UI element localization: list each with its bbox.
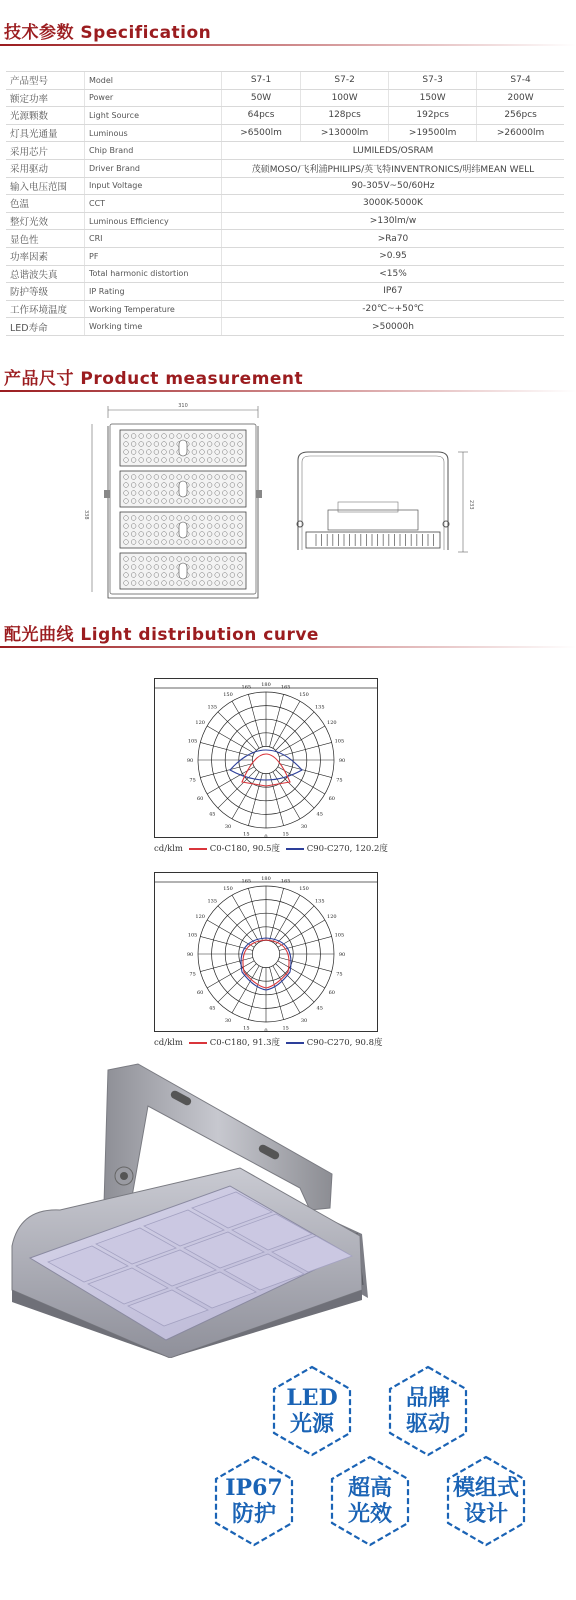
spec-row-en-label: Working Temperature — [85, 300, 222, 318]
polar-angle-label: 120 — [327, 914, 337, 920]
spec-value-cell: 256pcs — [477, 107, 564, 125]
legend-c90-swatch — [286, 848, 304, 850]
feature-hexagon — [386, 1365, 470, 1457]
polar-angle-label: 105 — [187, 738, 198, 745]
curve-legend-1 — [154, 842, 388, 854]
spec-title-en: Specification — [80, 23, 212, 43]
polar-angle-label: 180 — [261, 682, 271, 688]
polar-angle-label: 45 — [209, 811, 216, 818]
height-dimension-label: 338 — [83, 510, 89, 520]
polar-angle-label: 75 — [336, 971, 343, 978]
polar-angle-label: 120 — [327, 720, 337, 726]
spec-row-en-label: Chip Brand — [85, 142, 222, 160]
spec-row-en-label: Total harmonic distortion — [85, 265, 222, 283]
feature-line-2: 防护 — [231, 1501, 276, 1527]
spec-row-zh-label: 色温 — [6, 195, 85, 213]
legend-c90-swatch — [286, 1042, 304, 1044]
spec-value-cell: 128pcs — [301, 107, 389, 125]
spec-row-zh-label: 光源颗数 — [6, 107, 85, 125]
polar-chart-1 — [154, 678, 378, 838]
spec-title-underline — [0, 44, 576, 46]
curve-section-title — [4, 620, 319, 645]
feature-line-2: 驱动 — [405, 1411, 450, 1437]
spec-value-cell: S7-3 — [389, 72, 477, 90]
spec-row — [6, 107, 564, 125]
spec-row-zh-label: 整灯光效 — [6, 212, 85, 230]
legend-unit: cd/klm — [154, 1038, 183, 1048]
polar-angle-label: 75 — [336, 777, 343, 784]
spec-row-en-label: Power — [85, 89, 222, 107]
spec-row-en-label: Luminous — [85, 124, 222, 142]
measure-title-en: Product measurement — [80, 369, 304, 389]
spec-value-cell: 64pcs — [222, 107, 301, 125]
polar-angle-label: 30 — [300, 823, 308, 830]
polar-angle-label: 90 — [338, 758, 346, 764]
polar-angle-label: 15 — [243, 1025, 250, 1032]
legend-c90-label: C90-C270, 120.2度 — [306, 844, 388, 854]
polar-angle-label: 120 — [195, 914, 205, 920]
width-dimension-label: 310 — [178, 403, 188, 409]
legend-c0-label: C0-C180, 91.3度 — [209, 1038, 281, 1048]
spec-value-cell: >50000h — [222, 318, 565, 336]
spec-value-cell: S7-1 — [222, 72, 301, 90]
spec-value-cell: >Ra70 — [222, 230, 565, 248]
polar-angle-label: 165 — [280, 878, 291, 885]
spec-row-en-label: IP Rating — [85, 283, 222, 301]
spec-value-cell: 3000K-5000K — [222, 195, 565, 213]
feature-line-2: 光源 — [289, 1411, 334, 1437]
spec-row — [6, 318, 564, 336]
feature-line-1: 超高 — [347, 1475, 392, 1501]
spec-row-zh-label: 采用驱动 — [6, 159, 85, 177]
spec-row-zh-label: LED寿命 — [6, 318, 85, 336]
curve-title-zh: 配光曲线 — [4, 625, 74, 645]
polar-angle-label: 90 — [338, 952, 346, 958]
polar-angle-label: 45 — [316, 811, 323, 818]
spec-row-zh-label: 采用芯片 — [6, 142, 85, 160]
polar-angle-label: 30 — [300, 1017, 308, 1024]
module-center-slot — [179, 440, 187, 456]
spec-title-zh: 技术参数 — [4, 23, 74, 43]
spec-row-en-label: CCT — [85, 195, 222, 213]
polar-chart-2 — [154, 872, 378, 1032]
feature-hexagon — [270, 1365, 354, 1457]
spec-row — [6, 283, 564, 301]
polar-angle-label: 135 — [314, 898, 325, 905]
polar-angle-label: 105 — [334, 738, 345, 745]
module-center-slot — [179, 522, 187, 538]
spec-value-cell: >130lm/w — [222, 212, 565, 230]
spec-value-cell: >6500lm — [222, 124, 301, 142]
spec-value-cell: S7-4 — [477, 72, 564, 90]
feature-hexagon — [444, 1455, 528, 1547]
polar-angle-label: 90 — [186, 952, 194, 958]
spec-row — [6, 230, 564, 248]
polar-angle-label: 45 — [316, 1005, 323, 1012]
measure-title-underline — [0, 390, 576, 392]
polar-angle-label: 120 — [195, 720, 205, 726]
polar-angle-label: 105 — [187, 932, 198, 939]
polar-angle-label: 150 — [299, 692, 309, 699]
spec-row — [6, 142, 564, 160]
spec-value-cell: 150W — [389, 89, 477, 107]
spec-row — [6, 300, 564, 318]
spec-row-en-label: Working time — [85, 318, 222, 336]
spec-row — [6, 89, 564, 107]
polar-angle-label: 135 — [314, 704, 325, 711]
spec-row — [6, 124, 564, 142]
polar-angle-label: 165 — [241, 684, 252, 691]
polar-angle-label: 105 — [334, 932, 345, 939]
spec-value-cell: -20℃~+50℃ — [222, 300, 565, 318]
measure-section-title — [4, 364, 303, 389]
spec-row — [6, 72, 564, 90]
feature-hexagon — [328, 1455, 412, 1547]
feature-line-1: IP67 — [225, 1475, 283, 1501]
spec-row-en-label: CRI — [85, 230, 222, 248]
polar-angle-label: 75 — [189, 777, 196, 784]
spec-row-zh-label: 产品型号 — [6, 72, 85, 90]
polar-angle-label: 15 — [282, 831, 289, 838]
polar-angle-label: 135 — [207, 704, 218, 711]
spec-value-cell: LUMILEDS/OSRAM — [222, 142, 565, 160]
polar-angle-label: 45 — [209, 1005, 216, 1012]
spec-value-cell: >13000lm — [301, 124, 389, 142]
polar-angle-label: 30 — [224, 823, 232, 830]
side-view-drawing — [288, 440, 478, 570]
spec-value-cell: 192pcs — [389, 107, 477, 125]
legend-c90-label: C90-C270, 90.8度 — [306, 1038, 383, 1048]
spec-row-en-label: Luminous Efficiency — [85, 212, 222, 230]
spec-value-cell: 200W — [477, 89, 564, 107]
spec-value-cell: >19500lm — [389, 124, 477, 142]
spec-row-en-label: Input Voltage — [85, 177, 222, 195]
spec-value-cell: 100W — [301, 89, 389, 107]
polar-angle-label: 0 — [264, 1028, 268, 1032]
polar-angle-label: 150 — [223, 692, 233, 699]
measure-title-zh: 产品尺寸 — [4, 369, 74, 389]
spec-value-cell: <15% — [222, 265, 565, 283]
curve-legend-2 — [154, 1036, 383, 1048]
polar-angle-label: 0 — [264, 834, 268, 838]
spec-row-zh-label: 防护等级 — [6, 283, 85, 301]
spec-row-zh-label: 输入电压范围 — [6, 177, 85, 195]
spec-row-zh-label: 工作环境温度 — [6, 300, 85, 318]
curve-title-underline — [0, 646, 576, 648]
polar-angle-label: 150 — [223, 886, 233, 893]
spec-value-cell: IP67 — [222, 283, 565, 301]
polar-angle-label: 60 — [196, 990, 204, 996]
feature-line-1: LED — [286, 1385, 338, 1411]
spec-table — [6, 71, 564, 336]
feature-line-2: 光效 — [347, 1501, 392, 1527]
product-photo — [0, 1058, 400, 1358]
polar-angle-label: 165 — [241, 878, 252, 885]
spec-row-en-label: PF — [85, 247, 222, 265]
spec-value-cell: >26000lm — [477, 124, 564, 142]
legend-c0-swatch — [189, 848, 207, 850]
polar-angle-label: 150 — [299, 886, 309, 893]
legend-c0-label: C0-C180, 90.5度 — [209, 844, 281, 854]
polar-angle-label: 60 — [196, 796, 204, 802]
spec-row-zh-label: 功率因素 — [6, 247, 85, 265]
spec-row-en-label: Model — [85, 72, 222, 90]
polar-angle-label: 60 — [328, 796, 336, 802]
spec-row — [6, 195, 564, 213]
polar-angle-label: 60 — [328, 990, 336, 996]
polar-angle-label: 180 — [261, 876, 271, 882]
front-view-drawing — [80, 402, 280, 602]
legend-unit: cd/klm — [154, 844, 183, 854]
side-dimension-label: 233 — [468, 500, 474, 510]
feature-line-1: 模组式 — [452, 1475, 519, 1501]
spec-row — [6, 177, 564, 195]
module-center-slot — [179, 563, 187, 579]
spec-row-zh-label: 总谐波失真 — [6, 265, 85, 283]
spec-row-en-label: Driver Brand — [85, 159, 222, 177]
feature-line-1: 品牌 — [405, 1385, 450, 1411]
spec-section-title — [4, 18, 211, 43]
spec-value-cell: 90-305V~50/60Hz — [222, 177, 565, 195]
polar-angle-label: 165 — [280, 684, 291, 691]
feature-hexagon — [212, 1455, 296, 1547]
polar-angle-label: 90 — [186, 758, 194, 764]
polar-angle-label: 15 — [282, 1025, 289, 1032]
polar-angle-label: 75 — [189, 971, 196, 978]
spec-row-zh-label: 灯具光通量 — [6, 124, 85, 142]
legend-c0-swatch — [189, 1042, 207, 1044]
spec-value-cell: 茂硕MOSO/飞利浦PHILIPS/英飞特INVENTRONICS/明纬MEAN WELL — [222, 159, 565, 177]
spec-row — [6, 212, 564, 230]
spec-value-cell: 50W — [222, 89, 301, 107]
spec-row — [6, 247, 564, 265]
spec-row-zh-label: 显色性 — [6, 230, 85, 248]
spec-value-cell: S7-2 — [301, 72, 389, 90]
spec-row — [6, 159, 564, 177]
module-center-slot — [179, 481, 187, 497]
spec-row-en-label: Light Source — [85, 107, 222, 125]
feature-line-2: 设计 — [463, 1501, 508, 1527]
polar-angle-label: 15 — [243, 831, 250, 838]
spec-row — [6, 265, 564, 283]
spec-value-cell: >0.95 — [222, 247, 565, 265]
curve-title-en: Light distribution curve — [80, 625, 319, 645]
spec-row-zh-label: 额定功率 — [6, 89, 85, 107]
polar-angle-label: 135 — [207, 898, 218, 905]
polar-angle-label: 30 — [224, 1017, 232, 1024]
